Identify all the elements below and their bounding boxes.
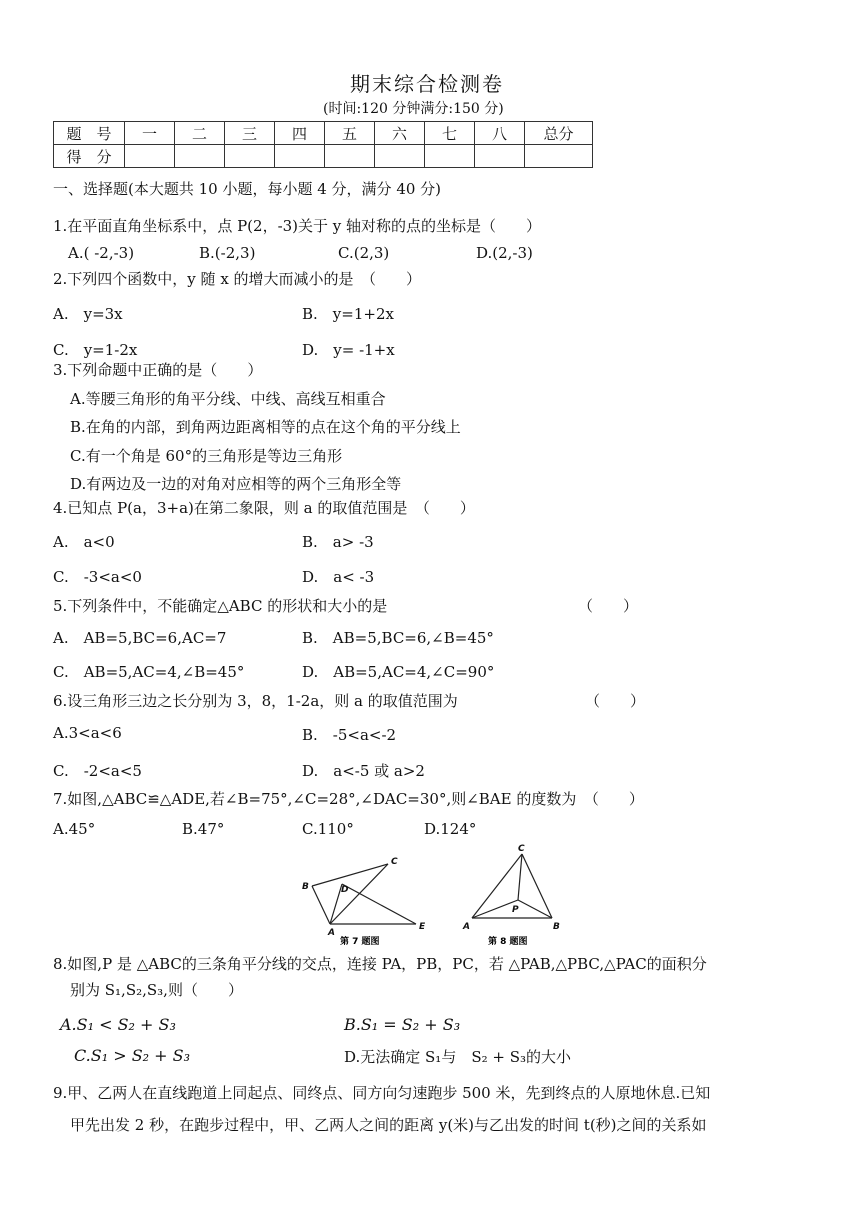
score-table: [53, 121, 593, 168]
score-input-cell[interactable]: [175, 145, 225, 168]
figure-7: [312, 864, 416, 924]
q2-option-c[interactable]: C. y=1-2x: [53, 341, 138, 359]
fig8-label-b: B: [553, 922, 560, 932]
fig8-caption: 第 8 题图: [488, 937, 528, 947]
question-9-line-2: 甲先出发 2 秒，在跑步过程中，甲、乙两人之间的距离 y(米)与乙出发的时间 t(秒)之间的关系如: [70, 1116, 707, 1134]
q6-option-b[interactable]: B. -5<a<-2: [302, 726, 397, 744]
q4-option-a[interactable]: A. a<0: [53, 533, 115, 551]
q7-option-c[interactable]: C.110°: [302, 820, 354, 838]
question-4-stem: 4.已知点 P(a，3+a)在第二象限，则 a 的取值范围是 （ ）: [53, 499, 475, 517]
fig7-caption: 第 7 题图: [340, 937, 380, 947]
q3-option-a[interactable]: A.等腰三角形的角平分线、中线、高线互相重合: [70, 390, 386, 408]
q8-option-c[interactable]: C.S₁ > S₂ + S₃: [74, 1046, 191, 1065]
question-1-stem: 1.在平面直角坐标系中，点 P(2，-3)关于 y 轴对称的点的坐标是（ ）: [53, 217, 542, 235]
score-input-cell[interactable]: [125, 145, 175, 168]
score-input-cell[interactable]: [375, 145, 425, 168]
q4-option-c[interactable]: C. -3<a<0: [53, 568, 142, 586]
score-table-cell: 得 分: [54, 145, 125, 168]
q3-option-b[interactable]: B.在角的内部，到角两边距离相等的点在这个角的平分线上: [70, 418, 461, 436]
q5-option-d[interactable]: D. AB=5,AC=4,∠C=90°: [302, 663, 495, 681]
figures-7-8: [296, 840, 576, 950]
q8-option-d[interactable]: D.无法确定 S₁与 S₂ + S₃的大小: [344, 1048, 572, 1066]
score-table-cell: 八: [475, 122, 525, 145]
score-table-header-row: [54, 122, 593, 145]
q4-option-b[interactable]: B. a> -3: [302, 533, 374, 551]
score-table-cell: 题 号: [54, 122, 125, 145]
q1-option-d[interactable]: D.(2,-3): [476, 244, 533, 262]
q6-option-d[interactable]: D. a<-5 或 a>2: [302, 762, 425, 780]
q6-answer-paren: （ ）: [585, 692, 646, 710]
score-input-cell[interactable]: [475, 145, 525, 168]
q3-option-d[interactable]: D.有两边及一边的对角对应相等的两个三角形全等: [70, 475, 402, 493]
section-heading: 一、选择题(本大题共 10 小题，每小题 4 分，满分 40 分): [53, 180, 442, 198]
q4-option-d[interactable]: D. a< -3: [302, 568, 375, 586]
page-subtitle: (时间:120 分钟满分:150 分): [323, 101, 504, 117]
score-table-cell: 七: [425, 122, 475, 145]
question-9-line-1: 9.甲、乙两人在直线跑道上同起点、同终点、同方向匀速跑步 500 米，先到终点的人原地休息.已知: [53, 1084, 711, 1102]
question-6-stem: 6.设三角形三边之长分别为 3，8，1-2a，则 a 的取值范围为: [53, 692, 458, 710]
q1-option-a[interactable]: A.( -2,-3): [68, 244, 135, 262]
q7-option-a[interactable]: A.45°: [53, 820, 96, 838]
q2-option-b[interactable]: B. y=1+2x: [302, 305, 394, 323]
score-table-cell: 六: [375, 122, 425, 145]
q3-option-c[interactable]: C.有一个角是 60°的三角形是等边三角形: [70, 447, 343, 465]
fig8-label-p: P: [512, 905, 519, 915]
score-table-score-row: [54, 145, 593, 168]
question-2-stem: 2.下列四个函数中，y 随 x 的增大而减小的是 （ ）: [53, 270, 422, 288]
q6-option-a[interactable]: A.3<a<6: [53, 724, 122, 742]
score-table-cell: 总分: [525, 122, 593, 145]
score-table-cell: 二: [175, 122, 225, 145]
page-title: 期末综合检测卷: [350, 72, 504, 96]
fig8-label-a: A: [463, 922, 470, 932]
fig8-label-c: C: [518, 844, 525, 854]
fig7-label-e: E: [419, 922, 426, 932]
fig7-label-b: B: [302, 882, 309, 892]
q7-option-d[interactable]: D.124°: [424, 820, 477, 838]
score-input-cell[interactable]: [525, 145, 593, 168]
q6-option-c[interactable]: C. -2<a<5: [53, 762, 142, 780]
question-5-stem: 5.下列条件中，不能确定△ABC 的形状和大小的是: [53, 597, 388, 615]
q8-option-a[interactable]: A.S₁ < S₂ + S₃: [60, 1015, 176, 1034]
q2-option-a[interactable]: A. y=3x: [53, 305, 123, 323]
fig7-label-a: A: [328, 928, 335, 938]
q1-option-c[interactable]: C.(2,3): [338, 244, 390, 262]
fig7-label-c: C: [391, 857, 398, 867]
figure-7-labels: [302, 857, 426, 938]
q5-option-a[interactable]: A. AB=5,BC=6,AC=7: [53, 629, 227, 647]
q5-option-b[interactable]: B. AB=5,BC=6,∠B=45°: [302, 629, 494, 647]
question-8-line-1: 8.如图,P 是 △ABC的三条角平分线的交点，连接 PA，PB，PC，若 △PAB,△PBC,△PAC的面积分: [53, 955, 707, 973]
score-input-cell[interactable]: [275, 145, 325, 168]
q2-option-d[interactable]: D. y= -1+x: [302, 341, 395, 359]
score-table-cell: 一: [125, 122, 175, 145]
question-8-line-2: 别为 S₁,S₂,S₃,则（ ）: [70, 981, 243, 999]
q1-option-b[interactable]: B.(-2,3): [199, 244, 256, 262]
q8-option-b[interactable]: B.S₁ = S₂ + S₃: [344, 1015, 461, 1034]
score-input-cell[interactable]: [325, 145, 375, 168]
score-table-cell: 五: [325, 122, 375, 145]
q7-option-b[interactable]: B.47°: [182, 820, 225, 838]
score-input-cell[interactable]: [425, 145, 475, 168]
fig7-label-d: D: [341, 885, 349, 895]
score-input-cell[interactable]: [225, 145, 275, 168]
q5-option-c[interactable]: C. AB=5,AC=4,∠B=45°: [53, 663, 245, 681]
score-table-cell: 四: [275, 122, 325, 145]
question-7-stem: 7.如图,△ABC≌△ADE,若∠B=75°,∠C=28°,∠DAC=30°,则∠BAE 的度数为 （ ）: [53, 790, 644, 808]
figure-8-labels: [462, 844, 560, 932]
score-table-cell: 三: [225, 122, 275, 145]
q5-answer-paren: （ ）: [578, 597, 639, 615]
question-3-stem: 3.下列命题中正确的是（ ）: [53, 361, 263, 379]
